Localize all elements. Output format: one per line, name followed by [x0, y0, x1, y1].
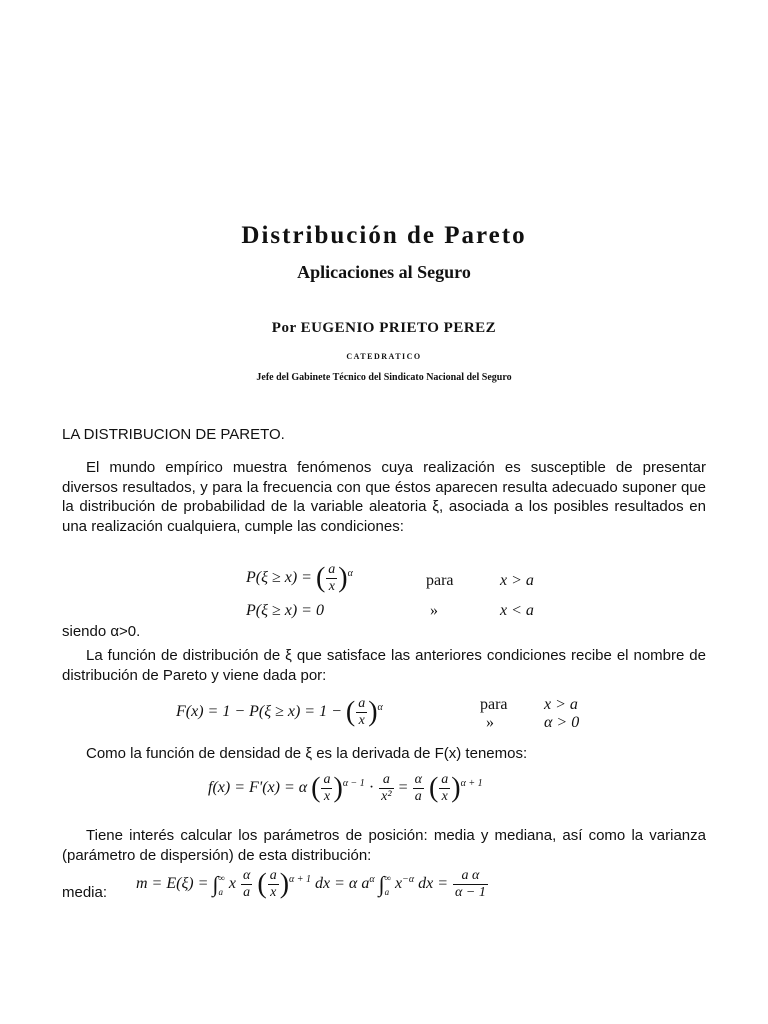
paragraph-intro	[62, 458, 706, 536]
eq4-numerator-2: a	[379, 772, 393, 789]
eq5-fraction-1	[241, 868, 252, 901]
eq5-x: x	[228, 875, 236, 893]
integral-upper: ∞	[218, 872, 225, 883]
eq5-fraction-2	[268, 868, 279, 901]
eq3-condition-2: α > 0	[544, 714, 580, 731]
eq5-lhs: m = E(ξ) =	[136, 875, 209, 893]
left-paren: (	[345, 696, 356, 728]
eq5-numerator-3: a α	[453, 868, 488, 885]
right-paren: )	[368, 696, 378, 728]
eq3-lhs: F(x) = 1 − P(ξ ≥ x) = 1 −	[176, 703, 342, 721]
paragraph-parameters-text: Tiene interés calcular los parámetros de posición: media y mediana, así como la varianza (parámetro de dispersión) de esta distribución:	[62, 827, 706, 864]
equation-3	[176, 696, 383, 729]
eq5-denominator-2: x	[270, 885, 277, 900]
equation-5	[136, 868, 489, 901]
media-label: media:	[62, 884, 108, 901]
eq2-condition: x < a	[500, 602, 534, 619]
left-paren: (	[311, 772, 321, 804]
section-title: LA DISTRIBUCION DE PARETO.	[62, 426, 285, 443]
article-title: Distribución de Pareto	[241, 222, 527, 249]
eq3-word-2: »	[486, 714, 494, 731]
integral-sign: ∫	[212, 871, 219, 897]
eq5-numerator-1: α	[243, 868, 251, 883]
eq4-exponent-4: α + 1	[460, 777, 483, 789]
eq4-equals: =	[398, 779, 408, 797]
eq5-tail-exponent: −α	[402, 873, 415, 885]
eq5-denominator-1: a	[243, 885, 251, 900]
left-paren: (	[428, 772, 439, 804]
author-rank: CATEDRATICO	[346, 352, 422, 361]
eq4-denominator-1: x	[323, 789, 331, 804]
integral-upper-2: ∞	[384, 872, 392, 883]
paragraph-intro-text: El mundo empírico muestra fenómenos cuya realización es susceptible de presentar diversos resultados, y para la frecuencia con que éstos aparecen resulta adecuado suponer que la distribución de probabilidad de la variable aleatoria ξ, asociada a los posibles resultados en una realización cualquiera, cumple las condiciones:	[62, 459, 706, 535]
eq4-numerator-4: a	[441, 772, 449, 787]
eq4-dot: ·	[368, 779, 375, 797]
eq5-fraction-3	[453, 868, 488, 901]
eq3-denominator: x	[358, 713, 365, 728]
integral-limits	[218, 871, 224, 899]
eq5-exponent-2: α + 1	[289, 873, 312, 885]
paragraph-parameters	[62, 826, 706, 865]
right-paren: )	[338, 562, 348, 594]
article-subtitle: Aplicaciones al Seguro	[297, 262, 471, 282]
eq1-word: para	[426, 572, 454, 589]
author-position: Jefe del Gabinete Técnico del Sindicato Nacional del Seguro	[256, 372, 512, 383]
eq5-tail: x	[395, 875, 403, 893]
eq4-fraction-1	[321, 772, 332, 805]
eq4-lhs: f(x) = F'(x) = α	[208, 779, 308, 797]
left-paren: (	[315, 562, 326, 594]
eq1-lhs: P(ξ ≥ x) =	[246, 569, 312, 587]
integral-lower-2: a	[384, 886, 390, 897]
eq4-numerator-3: α	[414, 772, 422, 787]
eq1-exponent: α	[347, 567, 353, 579]
eq4-denominator-2: x²	[381, 789, 392, 804]
eq3-word-1: para	[480, 696, 508, 713]
eq4-denominator-3: a	[414, 789, 422, 804]
eq4-exponent-1: α − 1	[342, 777, 365, 789]
paragraph-distribution	[62, 646, 706, 685]
eq4-fraction-2	[379, 772, 393, 805]
eq5-denominator-3: α − 1	[455, 885, 486, 900]
eq1-numerator: a	[328, 562, 336, 577]
eq3-exponent: α	[377, 701, 383, 713]
right-paren: )	[333, 772, 343, 804]
eq3-numerator: a	[358, 696, 366, 711]
equation-2: P(ξ ≥ x) = 0	[246, 602, 324, 619]
eq5-middle: dx = α a	[315, 875, 370, 893]
eq5-numerator-2: a	[269, 868, 277, 883]
eq3-fraction	[356, 696, 367, 729]
paragraph-density	[62, 744, 706, 764]
eq2-word: »	[430, 602, 438, 619]
paragraph-distribution-text: La función de distribución de ξ que satisface las anteriores condiciones recibe el nombre de distribución de Pareto y viene dada por:	[62, 647, 706, 684]
eq4-fraction-4	[439, 772, 450, 805]
eq4-denominator-4: x	[441, 789, 448, 804]
equation-4	[208, 772, 483, 805]
eq4-numerator-1: a	[323, 772, 331, 787]
paragraph-siendo: siendo α>0.	[62, 623, 141, 640]
left-paren: (	[257, 868, 267, 900]
author-line: Por EUGENIO PRIETO PEREZ	[271, 320, 497, 336]
integral-limits-2	[385, 871, 391, 899]
eq1-denominator: x	[328, 579, 335, 594]
right-paren: )	[279, 868, 290, 900]
eq1-condition: x > a	[500, 572, 534, 589]
eq5-middle-exponent: α	[369, 873, 375, 885]
eq5-dx: dx =	[418, 875, 449, 893]
paragraph-density-text: Como la función de densidad de ξ es la derivada de F(x) tenemos:	[86, 745, 528, 762]
integral-sign-2: ∫	[378, 871, 385, 897]
right-paren: )	[451, 772, 461, 804]
eq4-fraction-3	[413, 772, 424, 805]
equation-1	[246, 562, 353, 595]
eq1-fraction	[326, 562, 337, 595]
eq3-condition-1: x > a	[544, 696, 578, 713]
integral-lower: a	[218, 886, 223, 897]
